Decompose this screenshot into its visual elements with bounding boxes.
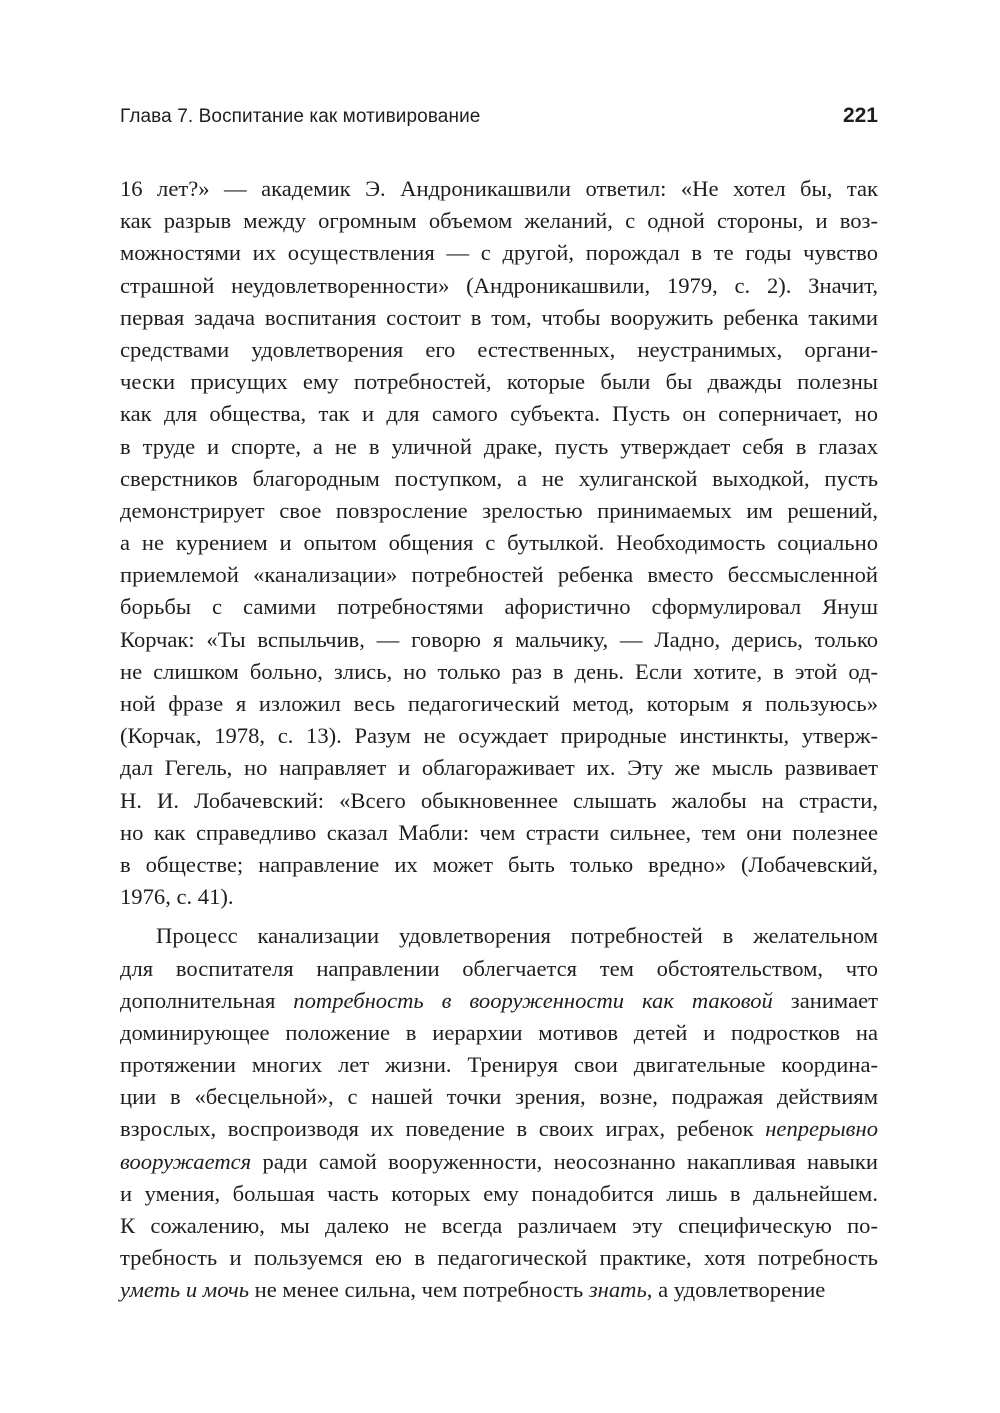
text-run: для воспитателя направлении облегчается тем обстоятельством, что (120, 955, 878, 981)
text-line (120, 785, 878, 817)
text-line (120, 1274, 878, 1306)
text-run: как разрыв между огромным объемом желаний, с одной стороны, и воз- (120, 208, 878, 234)
text-line (120, 334, 878, 366)
text-run: первая задача воспитания состоит в том, чтобы вооружить ребенка такими (120, 304, 878, 330)
text-line (120, 302, 878, 334)
text-run: но как справедливо сказал Мабли: чем страсти сильнее, тем они полезнее (120, 819, 878, 845)
text-line (120, 656, 878, 688)
text-run: а не курением и опытом общения с бутылкой. Необходимость социально (120, 530, 878, 556)
text-run: взрослых, воспроизводя их поведение в своих играх, ребенок (120, 1116, 766, 1142)
text-line (120, 920, 878, 952)
page-number: 221 (842, 104, 878, 127)
text-line (120, 953, 878, 985)
paragraph (120, 920, 878, 1306)
text-line (120, 1210, 878, 1242)
text-line (120, 881, 878, 913)
running-head (120, 104, 878, 134)
text-line (120, 849, 878, 881)
text-line (120, 366, 878, 398)
text-run: К сожалению, мы далеко не всегда различаем эту специфическую по- (120, 1213, 878, 1238)
text-line (120, 1113, 878, 1145)
italic-phrase: непрерывно (765, 1116, 878, 1142)
text-line (120, 752, 878, 784)
text-run: доминирующее положение в иерархии мотивов детей и подростков на (120, 1019, 878, 1045)
text-line (120, 398, 878, 430)
text-run: не менее сильна, чем потребность (249, 1277, 589, 1303)
text-run: ной фразе я изложил весь педагогический метод, которым я пользуюсь» (120, 691, 878, 716)
text-line (120, 1242, 878, 1274)
text-run: протяжении многих лет жизни. Тренируя свои двигательные координа- (120, 1052, 878, 1078)
text-run: 16 лет?» — академик Э. Андроникашвили ответил: «Не хотел бы, так (120, 176, 878, 201)
text-run: сверстников благородным поступком, а не хулиганской выходкой, пусть (120, 465, 878, 491)
text-run: средствами удовлетворения его естественных, неустранимых, органи- (120, 336, 878, 362)
text-run: демонстрирует свое повзросление зрелостью принимаемых им решений, (120, 497, 878, 523)
text-run: ради самой вооруженности, неосознанно накапливая навыки (251, 1148, 878, 1174)
text-run: как для общества, так и для самого субъекта. Пусть он соперничает, но (120, 401, 878, 427)
text-line (120, 1146, 878, 1178)
text-line (120, 688, 878, 720)
text-run: занимает (772, 987, 878, 1013)
text-run: (Корчак, 1978, с. 13). Разум не осуждает природные инстинкты, утверж- (120, 723, 878, 749)
italic-phrase: знать (588, 1277, 647, 1303)
text-run: страшной неудовлетворенности» (Андроникашвили, 1979, с. 2). Значит, (120, 272, 878, 298)
text-run: Процесс канализации удовлетворения потребностей в желательном (156, 923, 878, 949)
text-line (120, 431, 878, 463)
italic-phrase: потребность в вооруженности как таковой (293, 987, 773, 1013)
italic-phrase: уметь и мочь (120, 1277, 249, 1303)
text-run: чески присущих ему потребностей, которые были бы дважды полезны (120, 369, 878, 395)
text-run: требность и пользуемся ею в педагогической практике, хотя потребность (120, 1245, 878, 1271)
text-line (120, 1049, 878, 1081)
text-line (120, 720, 878, 752)
text-line (120, 237, 878, 269)
text-line (120, 591, 878, 623)
text-line (120, 1017, 878, 1049)
text-line (120, 495, 878, 527)
text-run: дал Гегель, но направляет и облагораживает их. Эту же мысль развивает (120, 755, 878, 781)
text-line (120, 463, 878, 495)
text-line (120, 1178, 878, 1210)
text-run: борьбы с самими потребностями афористично сформулировал Януш (120, 594, 878, 620)
text-line (120, 527, 878, 559)
text-run: и умения, большая часть которых ему понадобится лишь в дальнейшем. (120, 1180, 878, 1206)
text-line (120, 173, 878, 205)
text-run: Н. И. Лобачевский: «Всего обыкновеннее слышать жалобы на страсти, (120, 787, 878, 813)
chapter-title: Глава 7. Воспитание как мотивирование (120, 106, 481, 127)
text-run: в труде и спорте, а не в уличной драке, пусть утверждает себя в глазах (120, 433, 878, 459)
text-run: в обществе; направление их может быть только вредно» (Лобачевский, (120, 851, 878, 877)
text-run: , а удовлетворение (646, 1277, 826, 1303)
text-line (120, 1081, 878, 1113)
text-line (120, 624, 878, 656)
paragraph (120, 173, 878, 913)
text-run: ции в «бесцельной», с нашей точки зрения, возне, подражая действиям (120, 1084, 878, 1110)
text-line (120, 270, 878, 302)
text-run: не слишком больно, злись, но только раз в день. Если хотите, в этой од- (120, 658, 878, 684)
text-line (120, 985, 878, 1017)
text-run: 1976, с. 41). (120, 884, 234, 910)
text-run: приемлемой «канализации» потребностей ребенка вместо бессмысленной (120, 562, 878, 588)
text-run: дополнительная (120, 987, 294, 1013)
text-line (120, 205, 878, 237)
text-line (120, 817, 878, 849)
text-line (120, 559, 878, 591)
body-text (120, 173, 878, 1307)
italic-phrase: вооружается (120, 1148, 252, 1174)
text-run: Корчак: «Ты вспыльчив, — говорю я мальчику, — Ладно, дерись, только (120, 626, 878, 652)
text-run: можностями их осуществления — с другой, порождал в те годы чувство (120, 240, 878, 266)
